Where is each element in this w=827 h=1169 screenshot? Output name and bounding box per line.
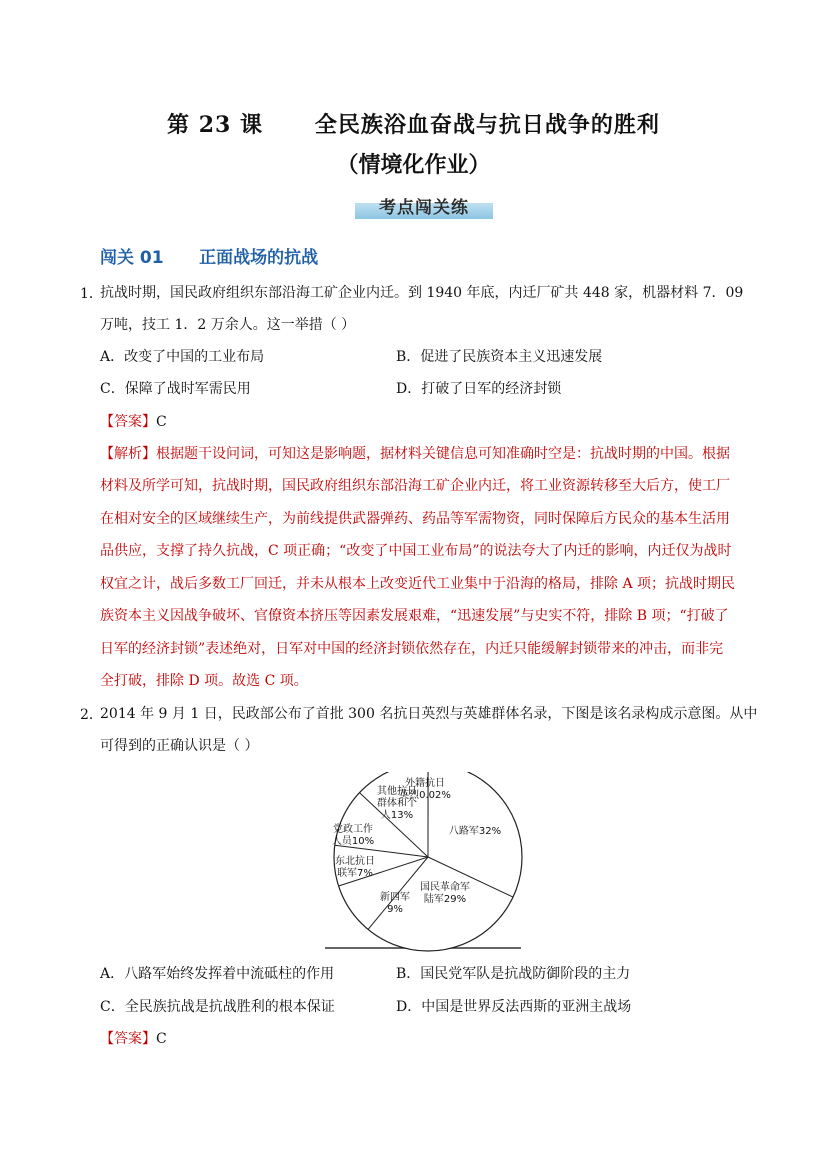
explanation-line: 在相对安全的区域继续生产，为前线提供武器弹药、药品等军需物资，同时保障后方民众的基本生活用 (100, 511, 730, 527)
page-subtitle: （情境化作业） (336, 152, 491, 178)
section-banner (355, 193, 493, 225)
question-1-answer (100, 411, 167, 431)
pie-slice-label: 东北抗日联军7% (335, 856, 375, 879)
explanation-line: 全打破，排除 D 项。故选 C 项。 (100, 673, 308, 689)
explanation-line: 材料及所学可知，抗战时期，国民政府组织东部沿海工矿企业内迁，将工业资源转移至大后方，使工厂 (100, 478, 730, 494)
pie-chart (325, 772, 525, 952)
answer-value: C (156, 1031, 167, 1047)
pie-slice-label: 党政工作人员10% (331, 824, 375, 847)
pie-slice-label: 八路军32% (448, 826, 502, 837)
explanation-line: 权宜之计，战后多数工厂回迁，并未从根本上改变近代工业集中于沿海的格局，排除 A 项；抗战时期民 (100, 576, 736, 592)
section-heading: 闯关 01 正面战场的抗战 (100, 248, 319, 268)
question-2-option-a: A．八路军始终发挥着中流砥柱的作用 (100, 966, 335, 982)
question-2-stem-line-1: 2014 年 9 月 1 日，民政部公布了首批 300 名抗日英烈与英雄群体名录，下图是该名录构成示意图。从中 (100, 706, 758, 722)
explanation-line: 品供应，支撑了持久抗战，C 项正确；“改变了中国工业布局”的说法夸大了内迁的影响，内迁仅为战时 (100, 543, 732, 559)
question-2-answer (100, 1028, 167, 1048)
question-1-number: 1． (80, 286, 103, 302)
question-1-option-c: C．保障了战时军需民用 (100, 381, 251, 397)
pie-slice-label: 外籍抗日英烈0.02% (399, 778, 451, 801)
explanation-line: 族资本主义因战争破坏、官僚资本挤压等因素发展艰难，“迅速发展”与史实不符，排除 B 项；“打破了 (100, 608, 729, 624)
question-2-stem-line-2: 可得到的正确认识是（ ） (100, 738, 259, 754)
answer-label: 【答案】 (100, 1031, 156, 1047)
question-1-stem-line-2: 万吨，技工 1．2 万余人。这一举措（ ） (100, 317, 356, 333)
pie-chart-svg (325, 772, 525, 952)
pie-slice-label: 国民革命军陆军29% (420, 882, 470, 905)
question-2-option-c: C．全民族抗战是抗战胜利的根本保证 (100, 999, 335, 1015)
pie-slice-label: 新四军 9% (380, 892, 410, 915)
answer-label: 【答案】 (100, 414, 156, 430)
page-title: 第 23 课 全民族浴血奋战与抗日战争的胜利 (167, 112, 660, 138)
question-2-option-d: D．中国是世界反法西斯的亚洲主战场 (396, 999, 632, 1015)
explanation-line: 【解析】根据题干设问词，可知这是影响题，据材料关键信息可知准确时空是：抗战时期的中国。根据 (100, 446, 730, 462)
question-1-option-a: A．改变了中国的工业布局 (100, 349, 265, 365)
question-1-stem-line-1: 抗战时期，国民政府组织东部沿海工矿企业内迁。到 1940 年底，内迁厂矿共 448 家，机器材料 7．09 (100, 285, 744, 301)
answer-value: C (156, 414, 167, 430)
explanation-line: 日军的经济封锁”表述绝对，日军对中国的经济封锁依然存在，内迁只能缓解封锁带来的冲击，而非完 (100, 641, 724, 657)
question-2-option-b: B．国民党军队是抗战防御阶段的主力 (396, 966, 631, 982)
question-1-option-b: B．促进了民族资本主义迅速发展 (396, 349, 603, 365)
question-1-option-d: D．打破了日军的经济封锁 (396, 381, 562, 397)
pie-slice-label: 其他抗日群体和个人13% (377, 786, 417, 821)
question-2-number: 2． (80, 707, 103, 723)
banner-text: 考点闯关练 (379, 198, 469, 218)
